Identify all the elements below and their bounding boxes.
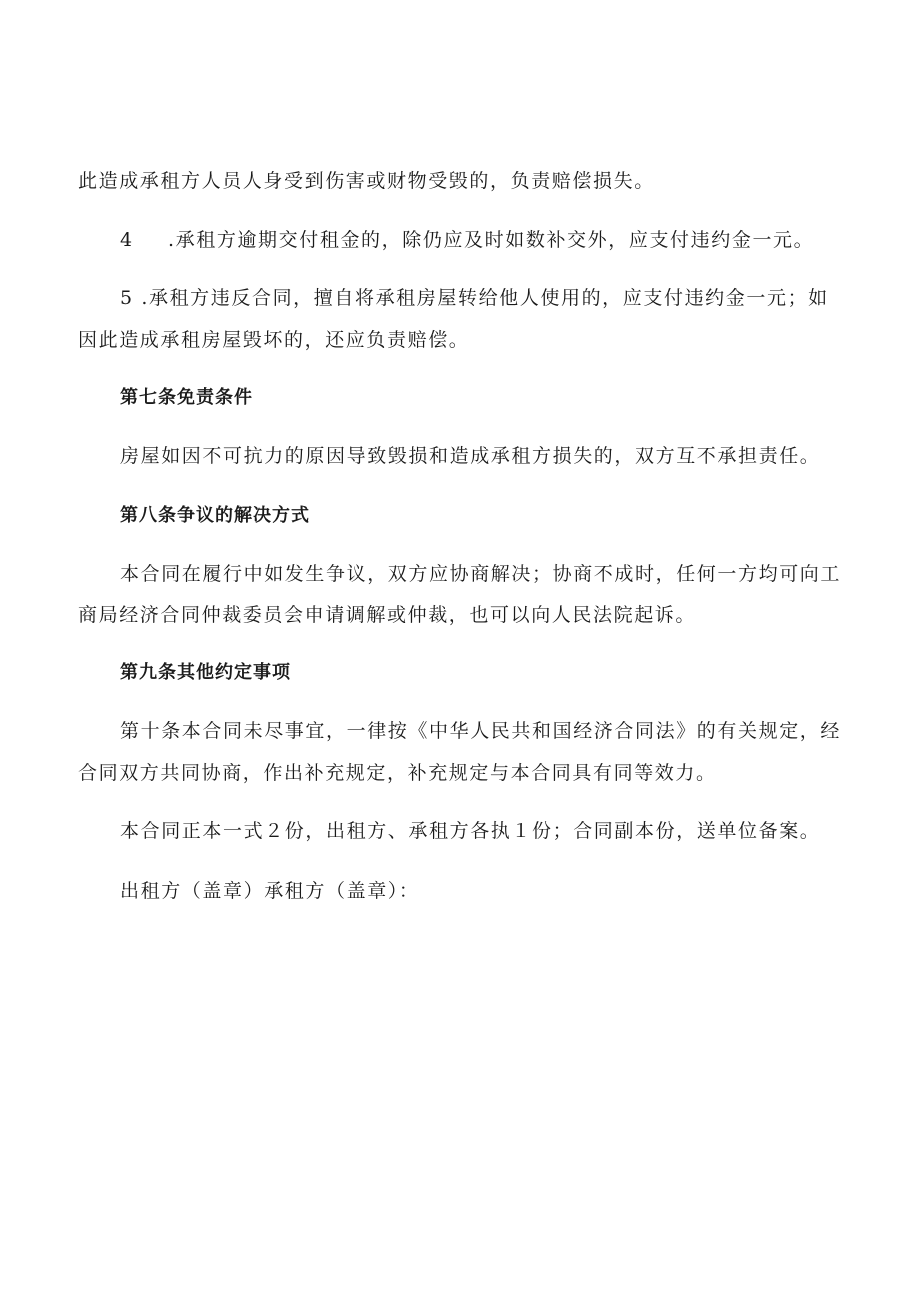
- heading-article-9: 第九条其他约定事项: [120, 662, 291, 683]
- clause-5-sublet-line-2: 因此造成承租房屋毁坏的，还应负责赔偿。: [78, 329, 470, 351]
- paragraph-force-majeure: 房屋如因不可抗力的原因导致毁损和造成承租方损失的，双方互不承担责任。: [120, 445, 821, 467]
- paragraph-liability-continuation: 此造成承租方人员人身受到伤害或财物受毁的，负责赔偿损失。: [78, 170, 655, 192]
- clause-4-late-rent: [120, 227, 814, 253]
- paragraph-dispute-line-2: 商局经济合同仲裁委员会申请调解或仲裁，也可以向人民法院起诉。: [78, 604, 697, 626]
- paragraph-copies: 本合同正本一式２份，出租方、承租方各执１份；合同副本份，送单位备案。: [120, 820, 821, 842]
- paragraph-article-10-line-1: 第十条本合同未尽事宜，一律按《中华人民共和国经济合同法》的有关规定，经: [120, 720, 842, 742]
- paragraph-dispute-line-1: 本合同在履行中如发生争议，双方应协商解决；协商不成时，任何一方均可向工: [120, 563, 842, 585]
- signature-line: 出租方（盖章）承租方（盖章）：: [120, 880, 420, 902]
- heading-article-7: 第七条免责条件: [120, 387, 253, 408]
- paragraph-article-10-line-2: 合同双方共同协商，作出补充规定，补充规定与本合同具有同等效力。: [78, 762, 717, 784]
- clause-5-sublet-line-1: 5 .承租方违反合同，擅自将承租房屋转给他人使用的，应支付违约金一元；如: [120, 287, 829, 309]
- heading-article-8: 第八条争议的解决方式: [120, 505, 310, 526]
- clause-text: .承租方逾期交付租金的，除仍应及时如数补交外，应支付违约金一元。: [168, 229, 815, 251]
- clause-number: 4: [120, 229, 134, 251]
